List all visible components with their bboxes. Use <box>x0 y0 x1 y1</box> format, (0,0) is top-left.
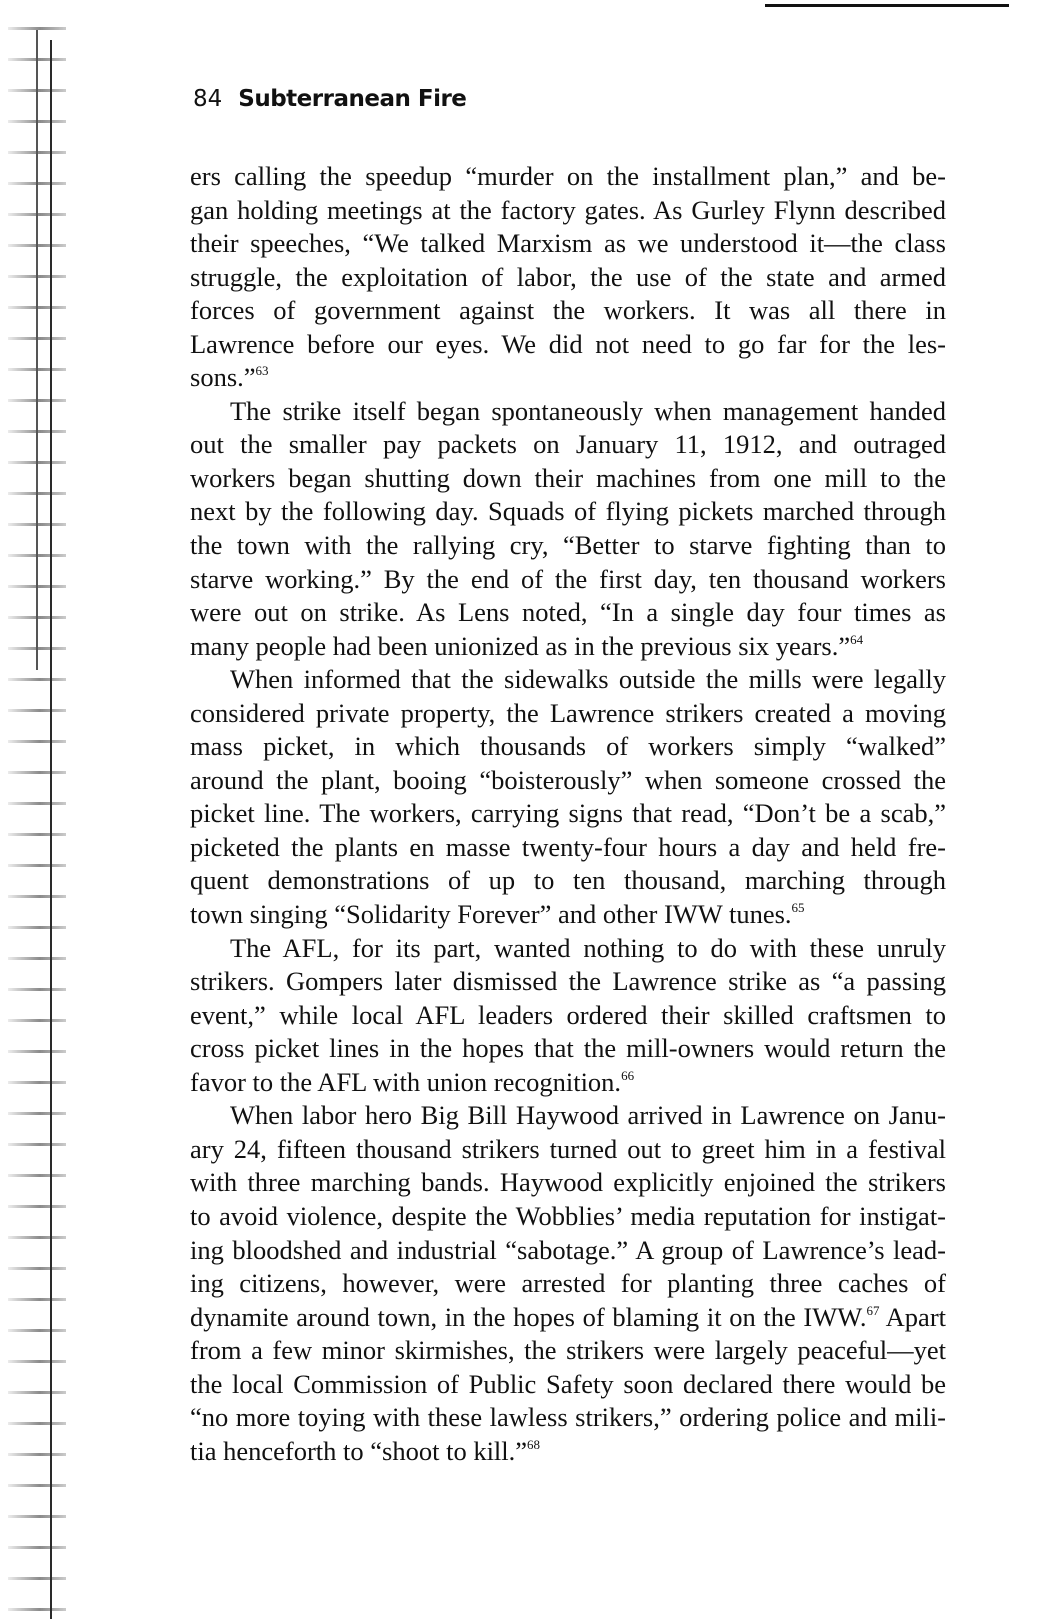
text-line <box>190 1435 946 1469</box>
text-line: struggle, the exploitation of labor, the use of the state and armed <box>190 261 946 292</box>
text-line: ing bloodshed and industrial “sabotage.” A group of Lawrence’s lead- <box>190 1234 946 1265</box>
footnote-ref: 67 <box>866 1302 880 1318</box>
text-line: starve working.” By the end of the first day, ten thousand workers <box>190 563 946 594</box>
text-fragment: sons.” <box>190 362 256 393</box>
text-line <box>190 630 946 664</box>
text-line <box>190 361 946 395</box>
text-fragment: favor to the AFL with union recognition. <box>190 1066 622 1097</box>
paragraph <box>190 1099 946 1468</box>
text-line: workers began shutting down their machines from one mill to the <box>190 462 946 493</box>
text-line: forces of government against the workers. It was all there in <box>190 295 946 326</box>
footnote-ref: 64 <box>850 631 864 647</box>
paragraph <box>190 932 946 1100</box>
text-line: ary 24, fifteen thousand strikers turned out to greet him in a festival <box>190 1133 946 1164</box>
text-fragment: town singing “Solidarity Forever” and other IWW tunes. <box>190 899 792 930</box>
text-line: quent demonstrations of up to ten thousand, marching through <box>190 865 946 896</box>
text-line: The AFL, for its part, wanted nothing to do with these unruly <box>230 932 946 963</box>
body-text <box>190 160 946 1468</box>
scan-top-rule <box>765 4 1009 7</box>
text-line: the local Commission of Public Safety soon declared there would be <box>190 1368 946 1399</box>
text-line: ers calling the speedup “murder on the installment plan,” and be- <box>190 161 946 191</box>
text-fragment: Apart <box>879 1301 947 1332</box>
text-line: the town with the rallying cry, “Better to starve fighting than to <box>190 530 946 561</box>
scan-gutter-line <box>36 30 38 670</box>
text-line: considered private property, the Lawrence strikers created a moving <box>190 697 946 728</box>
text-line: their speeches, “We talked Marxism as we understood it—the class <box>190 228 946 259</box>
paragraph <box>190 663 946 931</box>
text-line: cross picket lines in the hopes that the mill-owners would return the <box>190 1033 946 1064</box>
text-line: were out on strike. As Lens noted, “In a single day four times as <box>190 597 946 628</box>
text-line: gan holding meetings at the factory gates. As Gurley Flynn described <box>190 194 946 225</box>
text-line: to avoid violence, despite the Wobblies’ media reputation for instigat- <box>190 1200 946 1231</box>
paragraph <box>190 160 946 395</box>
running-head <box>193 86 466 118</box>
text-line: picket line. The workers, carrying signs that read, “Don’t be a scab,” <box>190 798 946 829</box>
text-line: event,” while local AFL leaders ordered their skilled craftsmen to <box>190 999 946 1030</box>
footnote-ref: 66 <box>621 1067 635 1083</box>
text-fragment: dynamite around town, in the hopes of blaming it on the IWW. <box>190 1301 867 1332</box>
text-line <box>190 898 946 932</box>
text-line: ing citizens, however, were arrested for planting three caches of <box>190 1268 946 1299</box>
footnote-ref: 65 <box>791 900 805 916</box>
text-line: “no more toying with these lawless strikers,” ordering police and mili- <box>190 1402 946 1433</box>
text-fragment: many people had been unionized as in the previous six years.” <box>190 630 851 661</box>
text-line: from a few minor skirmishes, the strikers were largely peaceful—yet <box>190 1335 946 1366</box>
scan-gutter-line <box>50 40 52 1619</box>
text-line: mass picket, in which thousands of workers simply “walked” <box>190 731 946 762</box>
text-fragment: tia henceforth to “shoot to kill.” <box>190 1435 528 1466</box>
text-line: strikers. Gompers later dismissed the Lawrence strike as “a passing <box>190 966 946 997</box>
text-line: around the plant, booing “boisterously” when someone crossed the <box>190 764 946 795</box>
paragraph <box>190 395 946 663</box>
text-line: When informed that the sidewalks outside the mills were legally <box>230 664 946 695</box>
text-line: Lawrence before our eyes. We did not need to go far for the les- <box>190 328 946 359</box>
book-title: Subterranean Fire <box>238 86 467 112</box>
text-line: When labor hero Big Bill Haywood arrived in Lawrence on Janu- <box>230 1100 946 1131</box>
text-line <box>190 1301 946 1335</box>
text-line: with three marching bands. Haywood explicitly enjoined the strikers <box>190 1167 946 1198</box>
text-line: out the smaller pay packets on January 11, 1912, and outraged <box>190 429 946 460</box>
text-line <box>190 1066 946 1100</box>
footnote-ref: 68 <box>527 1436 541 1452</box>
text-line: The strike itself began spontaneously when management handed <box>230 395 946 426</box>
text-line: picketed the plants en masse twenty-four hours a day and held fre- <box>190 831 946 862</box>
text-line: next by the following day. Squads of flying pickets marched through <box>190 496 946 527</box>
footnote-ref: 63 <box>255 363 269 379</box>
page-number: 84 <box>193 86 223 112</box>
